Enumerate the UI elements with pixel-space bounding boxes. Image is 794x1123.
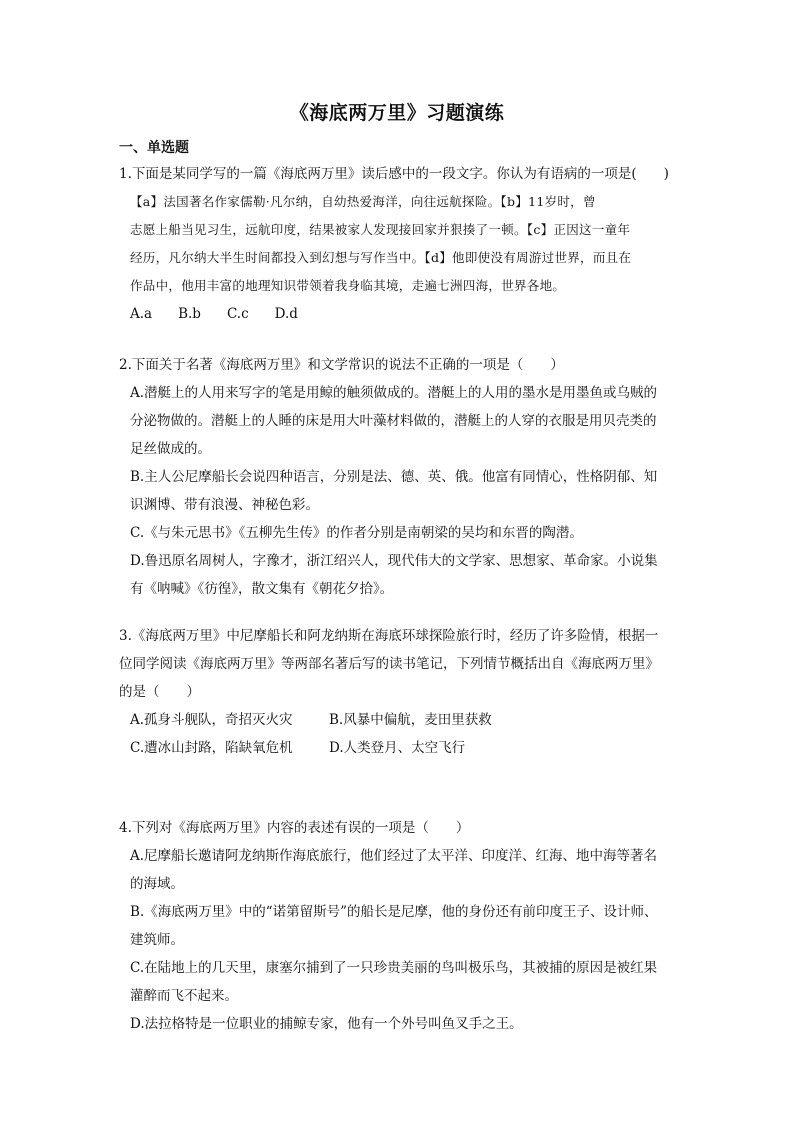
option-line: 有《呐喊》《彷徨》，散文集有《朝花夕拾》。: [130, 581, 394, 597]
option-a: A.a: [130, 306, 153, 322]
question-1: [119, 160, 679, 328]
option-line: C.《与朱元思书》《五柳先生传》的作者分别是南朝梁的吴均和东晋的陶潜。: [130, 525, 583, 541]
option-line: 识渊博、带有浪漫、神秘色彩。: [130, 497, 319, 513]
passage-line: 【a】法国著名作家儒勒·凡尔纳，自幼热爱海洋，向往远航探险。【b】11岁时，曾: [130, 194, 596, 209]
option-line: 灌醉而飞不起来。: [130, 988, 238, 1004]
option-b: B.b: [178, 306, 201, 322]
option-line: A.尼摩船长邀请阿龙纳斯作海底旅行，他们经过了太平洋、印度洋、红海、地中海等著名: [130, 848, 658, 864]
option-line: A.潜艇上的人用来写字的笔是用鲸的触须做成的。潜艇上的人用的墨水是用墨鱼或乌贼的: [130, 385, 658, 401]
option-line: 足丝做成的。: [130, 441, 211, 457]
option-d: D.d: [274, 306, 298, 322]
question-3-stem-line: 3.《海底两万里》中尼摩船长和阿龙纳斯在海底环球探险旅行时，经历了许多险情，根据一: [119, 628, 659, 644]
passage-line: 经历，凡尔纳大半生时间都投入到幻想与写作当中。【d】他即使没有周游过世界，而且在: [130, 250, 632, 265]
question-3-stem-line: 位同学阅读《海底两万里》等两部名著后写的读书笔记，下列情节概括出自《海底两万里》: [119, 656, 659, 672]
option-line: D.鲁迅原名周树人，字豫才，浙江绍兴人，现代伟大的文学家、思想家、革命家。小说集: [130, 553, 658, 569]
option-line: 建筑师。: [130, 932, 184, 948]
option-d: D.人类登月、太空飞行: [329, 740, 466, 756]
option-line: 分泌物做的。潜艇上的人睡的床是用大叶藻材料做的，潜艇上的人穿的衣服是用贝壳类的: [130, 413, 657, 429]
question-3-options-row-1: [130, 706, 679, 734]
question-1-stem: 1.下面是某同学写的一篇《海底两万里》读后感中的一段文字。你认为有语病的一项是( ): [119, 166, 669, 182]
option-line: D.法拉格特是一位职业的捕鲸专家，他有一个外号叫鱼叉手之王。: [130, 1016, 523, 1032]
question-1-options: [130, 300, 679, 328]
question-3-stem-line: 的是（ ）: [119, 684, 200, 700]
page-title: 《海底两万里》习题演练: [289, 102, 505, 124]
option-a: A.孤身斗舰队，奇招灭火灾: [130, 712, 293, 728]
section-heading: 一、单选题: [119, 140, 189, 156]
option-c: C.遭冰山封路，陷缺氧危机: [130, 740, 293, 756]
question-2-stem: 2.下面关于名著《海底两万里》和文学常识的说法不正确的一项是（ ）: [119, 357, 564, 373]
passage-line: 志愿上船当见习生，远航印度，结果被家人发现接回家并狠揍了一顿。【c】正因这一童年: [130, 222, 631, 237]
option-line: B.《海底两万里》中的“诺第留斯号”的船长是尼摩，他的身份还有前印度王子、设计师、: [130, 904, 658, 920]
question-4: [119, 814, 679, 1038]
option-c: C.c: [226, 306, 249, 322]
question-2: [119, 351, 679, 603]
option-line: C.在陆地上的几天里，康塞尔捕到了一只珍贵美丽的鸟叫极乐鸟，其被捕的原因是被红果: [130, 960, 658, 976]
option-b: B.风暴中偏航，麦田里获救: [329, 712, 492, 728]
question-4-stem: 4.下列对《海底两万里》内容的表述有误的一项是（ ）: [119, 820, 470, 836]
option-line: 的海域。: [130, 876, 184, 892]
question-3-options-row-2: [130, 734, 679, 762]
question-3: [119, 622, 679, 762]
passage-line: 作品中，他用丰富的地理知识带领着我身临其境，走遍七洲四海，世界各地。: [130, 278, 566, 293]
option-line: B.主人公尼摩船长会说四种语言，分别是法、德、英、俄。他富有同情心，性格阴郁、知: [130, 469, 658, 485]
